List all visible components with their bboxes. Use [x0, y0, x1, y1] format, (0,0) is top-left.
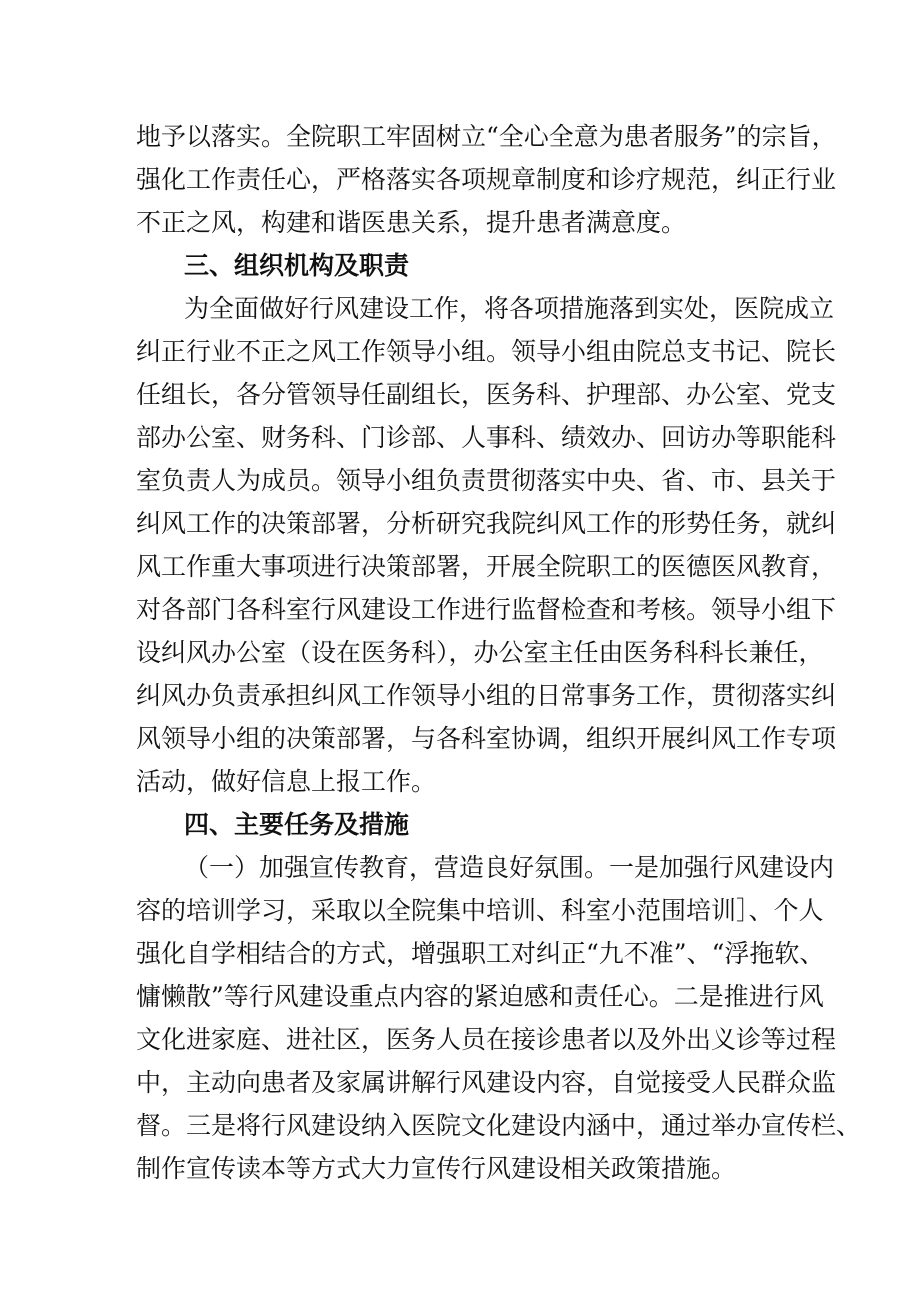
- section-heading-4: 四、主要任务及措施: [184, 810, 410, 839]
- body-line: 强化工作责任心，严格落实各项规章制度和诊疗规范，纠正行业: [136, 165, 837, 194]
- body-line: 中，主动向患者及家属讲解行风建设内容，自觉接受人民群众监: [136, 1068, 837, 1097]
- body-line: 制作宣传读本等方式大力宣传行风建设相关政策措施。: [136, 1154, 737, 1183]
- body-line: 纠风办负责承担纠风工作领导小组的日常事务工作，贯彻落实纠: [136, 681, 837, 710]
- body-line: 为全面做好行风建设工作，将各项措施落到实处，医院成立: [184, 294, 835, 323]
- body-line: 风领导小组的决策部署，与各科室协调，组织开展纠风工作专项: [136, 724, 837, 753]
- body-line: 纠正行业不正之风工作领导小组。领导小组由院总支书记、院长: [136, 337, 837, 366]
- section-heading-3: 三、组织机构及职责: [184, 251, 410, 280]
- body-line: 督。三是将行风建设纳入医院文化建设内涵中，通过举办宣传栏、: [136, 1111, 862, 1140]
- body-line: 任组长，各分管领导任副组长，医务科、护理部、办公室、党支: [136, 380, 837, 409]
- body-line: 部办公室、财务科、门诊部、人事科、绩效办、回访办等职能科: [136, 423, 837, 452]
- body-line: 纠风工作的决策部署，分析研究我院纠风工作的形势任务，就纠: [136, 509, 837, 538]
- body-line: 对各部门各科室行风建设工作进行监督检查和考核。领导小组下: [136, 595, 837, 624]
- body-line: 文化进家庭、进社区，医务人员在接诊患者以及外出义诊等过程: [136, 1025, 837, 1054]
- body-line: 慵懒散”等行风建设重点内容的紧迫感和责任心。二是推进行风: [136, 982, 824, 1011]
- body-line: 风工作重大事项进行决策部署，开展全院职工的医德医风教育，: [136, 552, 837, 581]
- body-line: 强化自学相结合的方式，增强职工对纠正“九不准”、“浮拖软、: [136, 939, 825, 968]
- body-line: 容的培训学习，采取以全院集中培训、科室小范围培训］、个人: [136, 896, 824, 925]
- body-line: （一）加强宣传教育，营造良好氛围。一是加强行风建设内: [184, 853, 835, 882]
- body-line: 地予以落实。全院职工牢固树立“全心全意为患者服务”的宗旨，: [136, 122, 837, 151]
- body-line: 室负责人为成员。领导小组负责贯彻落实中央、省、市、县关于: [136, 466, 837, 495]
- body-line: 活动，做好信息上报工作。: [136, 767, 437, 796]
- body-line: 不正之风，构建和谐医患关系，提升患者满意度。: [136, 208, 687, 237]
- body-line: 设纠风办公室（设在医务科），办公室主任由医务科科长兼任，: [136, 638, 824, 667]
